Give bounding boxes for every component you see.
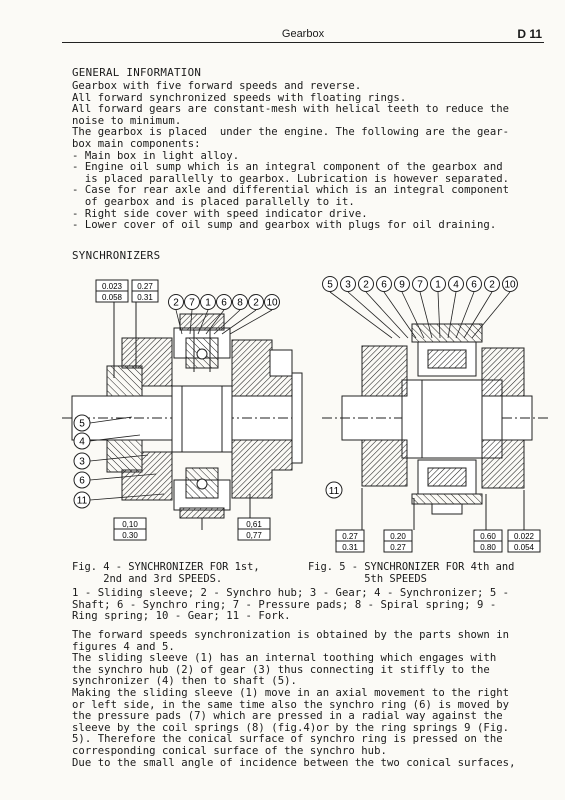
text-line: the pressure pads (7) which are pressed in a radial way against the <box>72 710 503 723</box>
text-line: sleeve by the coil springs (8) (fig.4)or by the ring springs 9 (Fig. <box>72 721 510 734</box>
tolerance-value: 0.31 <box>137 293 153 302</box>
page-header <box>62 28 544 43</box>
text-line: All forward synchronized speeds with floating rings. <box>72 91 407 104</box>
text-line: Making the sliding sleeve (1) move in an axial movement to the right <box>72 686 510 699</box>
text-line: or left side, in the same time also the synchro ring (6) is moved by <box>72 698 510 711</box>
callout-number: 6 <box>79 475 85 487</box>
tolerance-value: 0.27 <box>342 532 358 541</box>
header-title: Gearbox <box>281 28 325 40</box>
general-information-text <box>72 81 542 232</box>
figure-5-tolerance-b <box>384 530 412 552</box>
figure-5-drawing <box>322 324 548 530</box>
text-line: box main components: <box>72 137 201 150</box>
callout-number: 2 <box>489 279 495 291</box>
tolerance-value: 0.80 <box>480 543 496 552</box>
leader-line <box>384 292 416 338</box>
callout-number: 9 <box>399 279 405 291</box>
text-line: The gearbox is placed under the engine. The following are the gear- <box>72 126 510 139</box>
tolerance-value: 0.022 <box>513 532 535 541</box>
text-line: All forward gears are constant-mesh with helical teeth to reduce the <box>72 103 510 116</box>
figure-5-callout-11 <box>326 482 342 498</box>
leader-line <box>366 292 408 338</box>
callout-number: 5 <box>327 279 333 291</box>
tolerance-value: 0.058 <box>101 293 123 302</box>
figure-4-drawing <box>62 302 302 530</box>
tolerance-value: 0,77 <box>246 531 262 540</box>
tolerance-value: 0.023 <box>101 282 123 291</box>
callout-number: 11 <box>76 495 88 507</box>
tolerance-value: 0,61 <box>246 520 262 529</box>
synchronizers-heading: SYNCHRONIZERS <box>72 249 161 262</box>
synchronizer-drawings <box>62 268 548 558</box>
text-line: The forward speeds synchronization is obtained by the parts shown in <box>72 629 510 641</box>
figure-5-tolerance-a <box>336 530 364 552</box>
callout-number: 5 <box>79 418 85 430</box>
text-line: - Right side cover with speed indicator drive. <box>72 207 368 220</box>
callout-number: 4 <box>79 436 85 448</box>
text-line: corresponding conical surface of the synchro hub. <box>72 744 387 757</box>
callout-number: 6 <box>471 279 477 291</box>
callout-number: 6 <box>221 297 227 309</box>
text-line: Due to the small angle of incidence between the two conical surfaces, <box>72 756 516 769</box>
callout-number: 7 <box>189 297 195 309</box>
callout-number: 4 <box>453 279 459 291</box>
figure-5-tolerance-d <box>508 530 540 552</box>
figure-5-caption: Fig. 5 - SYNCHRONIZER FOR 4th and 5th SPEEDS <box>308 561 515 585</box>
text-line: The sliding sleeve (1) has an internal toothing which engages with <box>72 652 497 665</box>
figure-4-tolerance-d <box>238 518 270 540</box>
leader-line <box>348 292 400 338</box>
callout-number: 3 <box>345 279 351 291</box>
tolerance-value: 0.60 <box>480 532 496 541</box>
figure-4-tolerance-c <box>114 518 146 540</box>
callout-number: 1 <box>205 297 211 309</box>
callout-number: 6 <box>381 279 387 291</box>
callout-number: 2 <box>253 297 259 309</box>
callout-number: 8 <box>237 297 243 309</box>
text-line: 1 - Sliding sleeve; 2 - Synchro hub; 3 - Gear; 4 - Synchronizer; 5 - <box>72 587 510 599</box>
figure-4-tolerance-a <box>96 280 128 302</box>
tolerance-value: 0.30 <box>122 531 138 540</box>
callout-number: 10 <box>504 279 516 291</box>
text-line: Shaft; 6 - Synchro ring; 7 - Pressure pads; 8 - Spiral spring; 9 - <box>72 598 497 611</box>
general-information-heading: GENERAL INFORMATION <box>72 66 202 79</box>
text-line: figures 4 and 5. <box>72 640 175 653</box>
text-line: - Main box in light alloy. <box>72 149 240 162</box>
tolerance-value: 0.31 <box>342 543 358 552</box>
tolerance-value: 0.27 <box>137 282 153 291</box>
text-line: - Engine oil sump which is an integral component of the gearbox and <box>72 161 503 174</box>
text-line: synchronizer (4) then to shaft (5). <box>72 675 297 688</box>
tolerance-value: 0.054 <box>513 543 535 552</box>
callout-number: 2 <box>173 297 179 309</box>
callout-number: 3 <box>79 456 85 468</box>
callout-number: 2 <box>363 279 369 291</box>
tolerance-value: 0.27 <box>390 543 406 552</box>
text-line: the synchro hub (2) of gear (3) thus connecting it stiffly to the <box>72 663 490 676</box>
text-line: - Lower cover of oil sump and gearbox with plugs for oil draining. <box>72 219 497 232</box>
figure-5-top-callouts <box>323 277 518 339</box>
figure-4-tolerance-b <box>132 280 158 302</box>
text-line: 5). Therefore the conical surface of synchro ring is pressed on the <box>72 733 503 746</box>
figure-4-caption: Fig. 4 - SYNCHRONIZER FOR 1st, 2nd and 3rd SPEEDS. <box>72 561 260 585</box>
body-text <box>72 630 542 769</box>
text-line: - Case for rear axle and differential which is an integral component <box>72 184 510 197</box>
callout-number: 10 <box>266 297 278 309</box>
text-line: of gearbox and is placed parallelly to it. <box>72 195 355 208</box>
figure-5-tolerance-c <box>474 530 502 552</box>
text-line: Gearbox with five forward speeds and reverse. <box>72 80 362 92</box>
tolerance-value: 0,10 <box>122 520 138 529</box>
callout-number: 11 <box>328 486 340 497</box>
text-line: Ring spring; 10 - Gear; 11 - Fork. <box>72 610 291 623</box>
page-code: D 11 <box>517 27 542 41</box>
synchronizer-figures <box>62 268 548 558</box>
tolerance-value: 0.20 <box>390 532 406 541</box>
text-line: is placed parallelly to gearbox. Lubrication is however separated. <box>72 172 510 185</box>
callout-number: 1 <box>435 279 441 291</box>
parts-legend <box>72 588 542 623</box>
text-line: noise to minimum. <box>72 114 182 127</box>
callout-number: 7 <box>417 279 423 291</box>
leader-line <box>330 292 392 338</box>
